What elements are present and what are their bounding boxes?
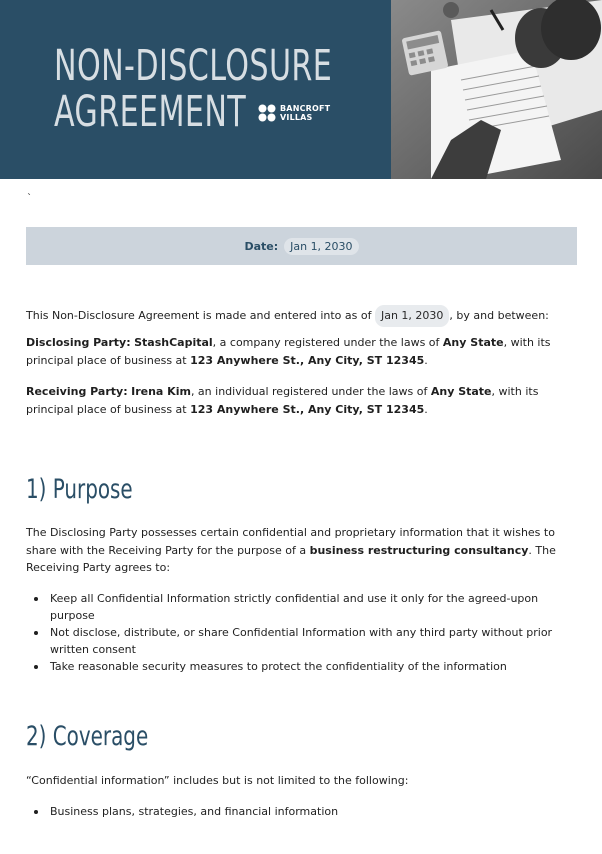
coverage-list (26, 803, 566, 820)
receiving-text-1: , an individual registered under the laws of (190, 385, 428, 398)
purpose-heading: 1) Purpose (26, 474, 133, 505)
date-label: Date: (244, 239, 279, 253)
intro-paragraph (26, 305, 578, 327)
list-item: Keep all Confidential Information strictly confidential and use it only for the agreed-upon purpose (26, 590, 566, 624)
receiving-party-label: Receiving Party: (26, 385, 128, 398)
receiving-party-paragraph (26, 383, 578, 418)
disclosing-party-name: StashCapital (134, 336, 213, 349)
brand-logo-icon (258, 104, 276, 122)
receiving-text-3: . (424, 402, 428, 416)
disclosing-state: Any State (442, 336, 504, 349)
disclosing-party-label: Disclosing Party: (26, 336, 131, 349)
intro-date[interactable]: Jan 1, 2030 (375, 305, 449, 327)
purpose-text-2: . The Receiving Party agrees to: (26, 543, 556, 574)
disclosing-text-3: . (424, 353, 428, 367)
receiving-text-2: , with its principal place of business at (26, 385, 539, 416)
disclosing-party-paragraph (26, 334, 578, 369)
coverage-intro: “Confidential information” includes but is not limited to the following: (26, 774, 409, 787)
disclosing-address: 123 Anywhere St., Any City, ST 12345 (190, 353, 425, 367)
brand-line-1: BANCROFT (280, 104, 331, 113)
intro-text-end: , by and between: (449, 309, 549, 322)
coverage-heading: 2) Coverage (26, 721, 149, 752)
brand-name (280, 104, 330, 122)
disclosing-text-1: , a company registered under the laws of (212, 336, 440, 349)
date-value[interactable]: Jan 1, 2030 (284, 238, 358, 255)
date-bar (26, 227, 577, 265)
receiving-state: Any State (430, 385, 492, 398)
list-item: Business plans, strategies, and financial information (26, 803, 566, 820)
title-line-2: AGREEMENT (54, 87, 247, 137)
purpose-list (26, 590, 566, 675)
purpose-text-1: The Disclosing Party possesses certain confidential and proprietary information that it wishes to share with the Receiving Party for the purpose of a (26, 526, 555, 557)
title-line-1: NON-DISCLOSURE (54, 41, 333, 91)
brand-logo (258, 104, 330, 122)
list-item: Take reasonable security measures to protect the confidentiality of the information (26, 658, 566, 675)
business-paperwork-image (391, 0, 602, 179)
purpose-highlight: business restructuring consultancy (309, 543, 529, 557)
purpose-paragraph (26, 524, 578, 577)
receiving-party-name: Irena Kim (131, 385, 191, 398)
list-item: Not disclose, distribute, or share Confidential Information with any third party without prior written consent (26, 624, 566, 658)
disclosing-text-2: , with its principal place of business at (26, 336, 551, 367)
intro-text: This Non-Disclosure Agreement is made and entered into as of (26, 309, 372, 322)
brand-line-2: VILLAS (280, 113, 313, 122)
stray-mark: ` (27, 193, 32, 204)
receiving-address: 123 Anywhere St., Any City, ST 12345 (190, 402, 425, 416)
header-photo (391, 0, 602, 179)
